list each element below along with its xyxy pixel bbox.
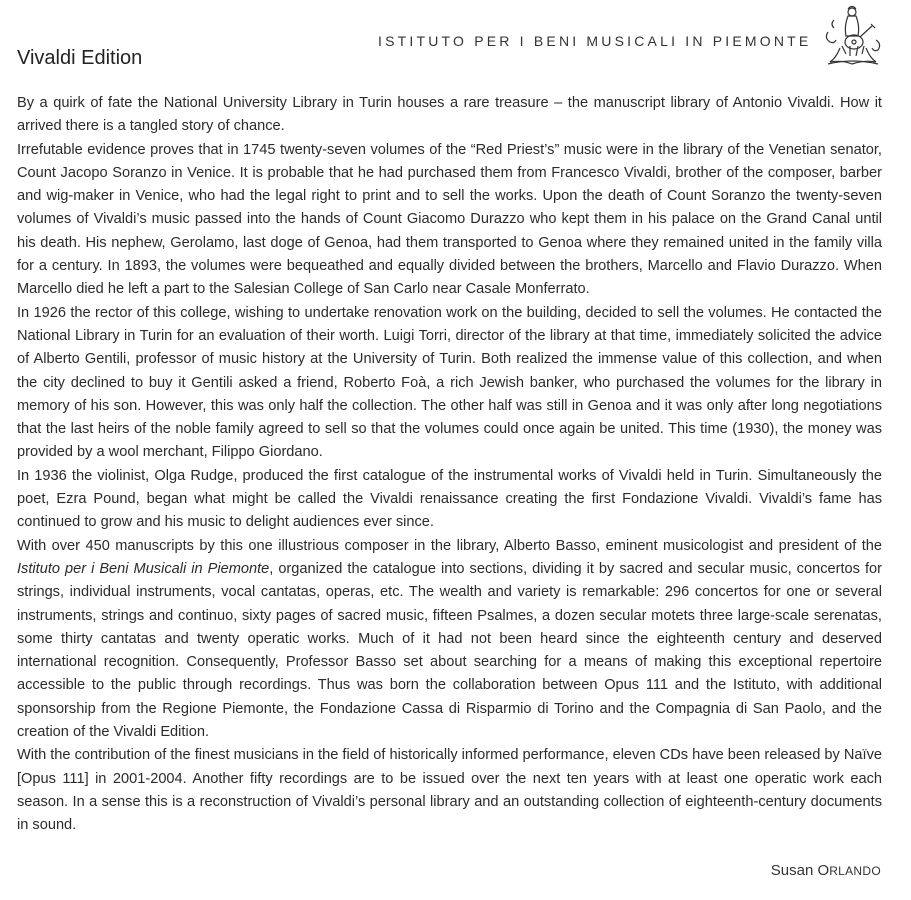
paragraph: In 1936 the violinist, Olga Rudge, produced the first catalogue of the instrumental works of Vivaldi held in Turin. Simultaneously the poet, Ezra Pound, began what might be called the Vivaldi renaissance creating the first Fondazione Vivaldi. Vivaldi’s fame has continued to grow and his music to delight audiences ever since. [17, 467, 882, 531]
institute-name: ISTITUTO PER I BENI MUSICALI IN PIEMONTE [378, 33, 812, 49]
author-last-rest: RLANDO [829, 864, 881, 878]
author-last-initial: O [817, 862, 830, 879]
institute-italic-name: Istituto per i Beni Musicali in Piemonte [17, 560, 270, 577]
paragraph: In 1926 the rector of this college, wishing to undertake renovation work on the building, decided to sell the volumes. He contacted the National Library in Turin for an evaluation of their worth. Luigi Torri, director of the library at that time, immediately solicited the advice of Alberto Gentili, professor of music history at the University of Turin. Both realized the immense value of this collection, and when the city declined to buy it Gentili asked a friend, Roberto Foà, a rich Jewish banker, who purchased the volumes for the library in memory of his son. However, this was only half the collection. The other half was still in Genoa and it was only after long negotiations that the last heirs of the noble family agreed to sell so that the volumes could once again be united. This time (1930), the money was provided by a wool merchant, Filippo Giordano. [17, 304, 882, 461]
paragraph: By a quirk of fate the National University Library in Turin houses a rare treasure – the manuscript library of Antonio Vivaldi. How it arrived there is a tangled story of chance. [17, 95, 882, 135]
article-body [17, 92, 882, 838]
musician-emblem-icon [822, 2, 884, 68]
paragraph [17, 535, 882, 745]
paragraph-text: With over 450 manuscripts by this one illustrious composer in the library, Alberto Basso, eminent musicologist and president of the [17, 537, 882, 554]
author-first-name: Susan [770, 862, 814, 879]
page-title: Vivaldi Edition [17, 47, 143, 69]
author-signature [771, 862, 881, 879]
paragraph: Irrefutable evidence proves that in 1745 twenty-seven volumes of the “Red Priest’s” music were in the library of the Venetian senator, Count Jacopo Soranzo in Venice. It is probable that he had purchased them from Francesco Vivaldi, brother of the composer, barber and wig-maker in Venice, who had the legal right to print and to sell the works. Upon the death of Count Soranzo the twenty-seven volumes of Vivaldi’s music passed into the hands of Count Giacomo Durazzo who kept them in his palace on the Grand Canal until his death. His nephew, Gerolamo, last doge of Genoa, had them transported to Genoa where they remained united in the family villa for a century. In 1893, the volumes were bequeathed and equally divided between the brothers, Marcello and Flavio Durazzo. When Marcello died he left a part to the Salesian College of San Carlo near Casale Monferrato. [17, 141, 882, 298]
paragraph: With the contribution of the finest musicians in the field of historically informed performance, eleven CDs have been released by Naïve [Opus 111] in 2001-2004. Another fifty recordings are to be issued over the next ten years with at least one operatic work each season. In a sense this is a reconstruction of Vivaldi’s personal library and an outstanding collection of eighteenth-century documents in sound. [17, 747, 882, 834]
paragraph-text: , organized the catalogue into sections, dividing it by sacred and secular music, concertos for strings, individual instruments, vocal cantatas, operas, etc. The wealth and variety is remarkable: 296 concertos for one or several instruments, strings and continuo, sixty pages of sacred music, fifteen Psalmes, a dozen secular motets three large-scale serenatas, some thirty cantatas and twenty operatic works. Much of it had not been heard since the eighteenth century and deserved international recognition. Consequently, Professor Basso set about searching for a means of making this exceptional repertoire accessible to the public through recordings. Thus was born the collaboration between Opus 111 and the Istituto, with additional sponsorship from the Regione Piemonte, the Fondazione Cassa di Risparmio di Torino and the Compagnia di San Paolo, and the creation of the Vivaldi Edition. [17, 560, 882, 741]
